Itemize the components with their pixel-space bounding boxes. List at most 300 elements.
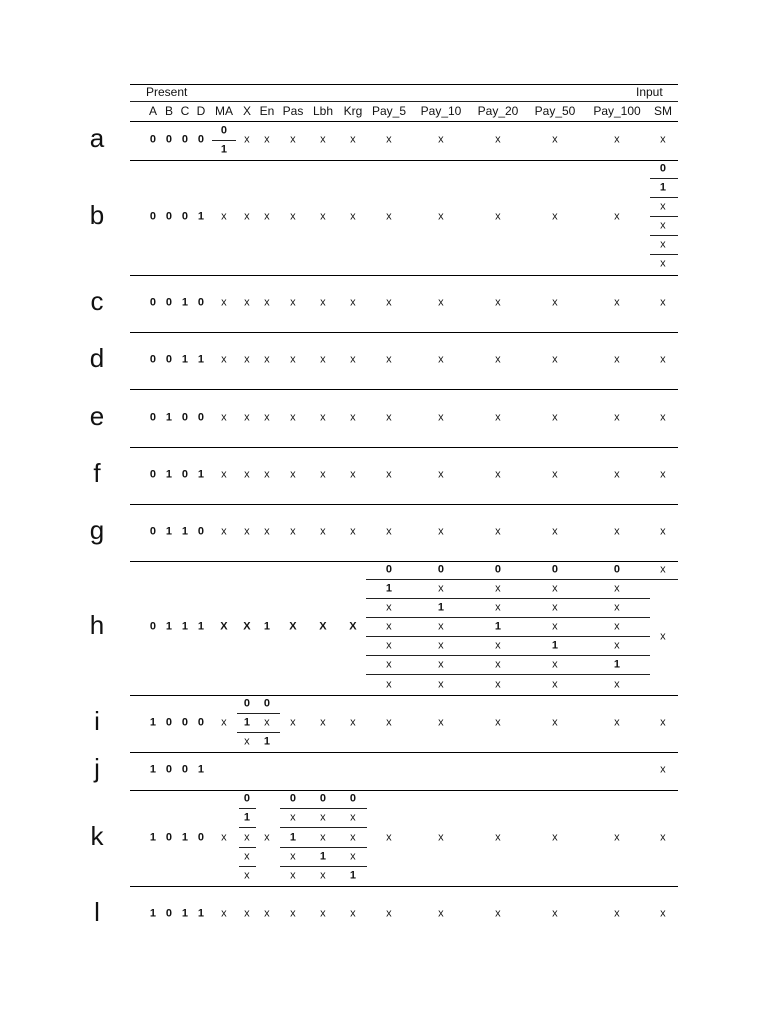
cell-en: x: [264, 468, 270, 481]
row-separator: [130, 886, 678, 887]
pay-split-rule: [366, 617, 650, 618]
pay-value: x: [552, 678, 558, 691]
cell-ma: x: [221, 468, 227, 481]
cell-krg: x: [350, 525, 356, 538]
bit-c: 0: [181, 468, 189, 481]
cell-lbh: x: [320, 296, 326, 309]
row-label-h: h: [89, 610, 105, 640]
pay-value: x: [386, 658, 392, 671]
row-separator: [130, 504, 678, 505]
pay-value: x: [495, 582, 501, 595]
cell-lbh: x: [320, 468, 326, 481]
plk-value: x: [320, 869, 326, 882]
bit-b: 0: [165, 210, 173, 223]
cell-pay_100: x: [614, 411, 620, 424]
row-label-i: i: [94, 706, 100, 736]
cell-pay_20: x: [495, 353, 501, 366]
row-label-l: l: [94, 897, 100, 927]
cell-pay_10: x: [438, 468, 444, 481]
plk-value: 0: [319, 792, 327, 805]
bit-c: 1: [181, 907, 189, 920]
sm-value: x: [660, 630, 666, 643]
plk-value: x: [290, 811, 296, 824]
plk-split-rule: [280, 847, 367, 848]
bit-a: 0: [149, 411, 157, 424]
cell-pay_5: x: [386, 468, 392, 481]
cell-x: x: [244, 133, 250, 146]
cell-en: x: [264, 831, 270, 844]
bit-a: 1: [149, 907, 157, 920]
ma-split-rule: [212, 140, 236, 141]
cell-pay_20: x: [495, 831, 501, 844]
column-header-d: D: [196, 104, 206, 118]
cell-ma: x: [221, 411, 227, 424]
cell-krg: x: [350, 210, 356, 223]
sm-value: x: [660, 238, 666, 251]
cell-en: x: [264, 210, 270, 223]
cell-pay_10: x: [438, 210, 444, 223]
bit-c: 1: [181, 353, 189, 366]
x-value: x: [244, 831, 250, 844]
pay-value: x: [552, 582, 558, 595]
column-header-b: B: [164, 104, 174, 118]
cell-pay_10: x: [438, 296, 444, 309]
bit-d: 1: [197, 620, 205, 633]
pay-split-rule: [366, 636, 650, 637]
x-split-rule: [239, 847, 256, 848]
cell-sm: x: [660, 525, 666, 538]
cell-pay_20: x: [495, 296, 501, 309]
en-value: x: [264, 716, 270, 729]
bit-d: 1: [197, 468, 205, 481]
pay-value: 0: [613, 563, 621, 576]
bit-b: 1: [165, 411, 173, 424]
pay-value: x: [438, 658, 444, 671]
bit-a: 0: [149, 210, 157, 223]
row-label-f: f: [93, 458, 101, 488]
row-label-b: b: [89, 200, 105, 230]
bit-b: 0: [165, 907, 173, 920]
cell-pas: x: [290, 133, 296, 146]
row-separator: [130, 447, 678, 448]
cell-pay_20: x: [495, 133, 501, 146]
plk-value: x: [290, 850, 296, 863]
cell-pay_10: x: [438, 716, 444, 729]
bit-d: 0: [197, 133, 205, 146]
cell-pay_100: x: [614, 831, 620, 844]
cell-pas: x: [290, 525, 296, 538]
column-header-krg: Krg: [343, 104, 363, 118]
bit-d: 0: [197, 831, 205, 844]
sm-value: x: [660, 563, 666, 576]
cell-pay_50: x: [552, 831, 558, 844]
header-input: Input: [636, 85, 663, 99]
sm-value: x: [660, 219, 666, 232]
cell-ma: X: [220, 620, 228, 633]
cell-pay_20: x: [495, 210, 501, 223]
pay-value: x: [495, 601, 501, 614]
plk-value: 0: [349, 792, 357, 805]
cell-pay_50: x: [552, 133, 558, 146]
cell-pay_50: x: [552, 907, 558, 920]
x-split-rule: [239, 827, 256, 828]
cell-pay_100: x: [614, 525, 620, 538]
cell-ma: x: [221, 716, 227, 729]
pay-value: x: [438, 620, 444, 633]
cell-pas: x: [290, 468, 296, 481]
cell-ma: x: [221, 210, 227, 223]
cell-en: x: [264, 411, 270, 424]
row-separator: [130, 561, 678, 562]
pay-value: x: [495, 678, 501, 691]
cell-pay_20: x: [495, 907, 501, 920]
pay-value: 0: [551, 563, 559, 576]
cell-sm: x: [660, 353, 666, 366]
cell-pas: x: [290, 411, 296, 424]
plk-value: x: [350, 811, 356, 824]
cell-pas: x: [290, 716, 296, 729]
cell-x: x: [244, 411, 250, 424]
bit-a: 1: [149, 716, 157, 729]
cell-sm: x: [660, 468, 666, 481]
cell-lbh: x: [320, 907, 326, 920]
cell-pas: x: [290, 210, 296, 223]
column-header-pay-20: Pay_20: [477, 104, 519, 118]
pay-value: x: [552, 620, 558, 633]
pay-value: x: [386, 620, 392, 633]
plk-value: 1: [289, 831, 297, 844]
cell-pay_100: x: [614, 296, 620, 309]
cell-pay_10: x: [438, 353, 444, 366]
row-label-j: j: [94, 753, 100, 783]
cell-pay_5: x: [386, 831, 392, 844]
cell-pay_5: x: [386, 525, 392, 538]
pay-value: 1: [385, 582, 393, 595]
pay-value: 1: [613, 658, 621, 671]
cell-krg: x: [350, 907, 356, 920]
pay-value: 0: [437, 563, 445, 576]
cell-lbh: x: [320, 133, 326, 146]
column-header-en: En: [259, 104, 275, 118]
bit-a: 0: [149, 133, 157, 146]
bit-a: 0: [149, 468, 157, 481]
plk-value: 1: [319, 850, 327, 863]
plk-split-rule: [280, 866, 367, 867]
pay-value: x: [438, 582, 444, 595]
bit-b: 0: [165, 133, 173, 146]
cell-sm: x: [660, 133, 666, 146]
pay-value: 0: [385, 563, 393, 576]
bit-b: 0: [165, 763, 173, 776]
cell-krg: x: [350, 716, 356, 729]
cell-sm: x: [660, 907, 666, 920]
cell-ma: x: [221, 831, 227, 844]
cell-krg: x: [350, 353, 356, 366]
header-bottom-rule: [130, 121, 678, 122]
bit-d: 0: [197, 411, 205, 424]
sm-value: 1: [659, 181, 667, 194]
pay-split-rule: [366, 655, 650, 656]
sm-split-rule: [650, 235, 678, 236]
plk-value: x: [290, 869, 296, 882]
cell-pay_5: x: [386, 133, 392, 146]
bit-c: 0: [181, 210, 189, 223]
x-value: 0: [243, 697, 251, 710]
cell-pay_20: x: [495, 468, 501, 481]
pay-value: x: [552, 601, 558, 614]
cell-pay_50: x: [552, 525, 558, 538]
x-value: 0: [243, 792, 251, 805]
plk-value: x: [320, 811, 326, 824]
plk-value: x: [350, 831, 356, 844]
bit-a: 0: [149, 525, 157, 538]
cell-lbh: x: [320, 210, 326, 223]
row-label-e: e: [89, 401, 105, 431]
cell-pay_50: x: [552, 411, 558, 424]
row-label-a: a: [89, 123, 105, 153]
x-split-rule: [239, 808, 256, 809]
bit-d: 0: [197, 525, 205, 538]
pay-split-rule: [366, 598, 650, 599]
bit-a: 1: [149, 763, 157, 776]
row-separator: [130, 389, 678, 390]
pay-value: x: [614, 601, 620, 614]
cell-krg: x: [350, 411, 356, 424]
bit-c: 1: [181, 620, 189, 633]
x-en-split-rule: [237, 732, 280, 733]
bit-b: 0: [165, 296, 173, 309]
plk-value: x: [350, 850, 356, 863]
cell-krg: x: [350, 296, 356, 309]
x-en-split-rule: [237, 713, 280, 714]
sm-split-rule: [650, 178, 678, 179]
pay-split-rule: [366, 579, 678, 580]
cell-x: x: [244, 353, 250, 366]
pay-value: x: [495, 658, 501, 671]
ma-value: 1: [220, 143, 228, 156]
cell-sm: x: [660, 716, 666, 729]
cell-en: x: [264, 296, 270, 309]
cell-ma: x: [221, 296, 227, 309]
cell-krg: x: [350, 133, 356, 146]
row-label-c: c: [90, 286, 104, 316]
pay-value: x: [614, 582, 620, 595]
cell-pay_10: x: [438, 525, 444, 538]
bit-c: 0: [181, 133, 189, 146]
header-present: Present: [146, 85, 188, 99]
cell-en: x: [264, 353, 270, 366]
cell-pay_50: x: [552, 716, 558, 729]
pay-value: x: [614, 620, 620, 633]
row-separator: [130, 275, 678, 276]
row-label-d: d: [89, 343, 105, 373]
bit-c: 1: [181, 525, 189, 538]
bit-c: 0: [181, 716, 189, 729]
pay-value: 1: [494, 620, 502, 633]
cell-pay_50: x: [552, 296, 558, 309]
column-header-ma: MA: [215, 104, 233, 118]
plk-split-rule: [280, 827, 367, 828]
plk-value: x: [320, 831, 326, 844]
column-header-pay-50: Pay_50: [534, 104, 576, 118]
cell-pas: x: [290, 296, 296, 309]
cell-x: X: [243, 620, 251, 633]
column-header-pay-10: Pay_10: [420, 104, 462, 118]
cell-pas: x: [290, 353, 296, 366]
ma-value: 0: [220, 124, 228, 137]
cell-en: x: [264, 133, 270, 146]
pay-value: x: [552, 658, 558, 671]
bit-c: 1: [181, 296, 189, 309]
header-top-rule: [130, 84, 678, 85]
column-header-lbh: Lbh: [312, 104, 334, 118]
pay-value: x: [386, 639, 392, 652]
bit-b: 0: [165, 716, 173, 729]
cell-pay_5: x: [386, 296, 392, 309]
row-separator: [130, 752, 678, 753]
cell-ma: x: [221, 907, 227, 920]
bit-d: 1: [197, 763, 205, 776]
bit-b: 1: [165, 620, 173, 633]
bit-b: 0: [165, 831, 173, 844]
cell-lbh: x: [320, 353, 326, 366]
column-header-pay-5: Pay_5: [371, 104, 407, 118]
cell-lbh: x: [320, 411, 326, 424]
bit-a: 0: [149, 353, 157, 366]
row-separator: [130, 790, 678, 791]
cell-pay_20: x: [495, 525, 501, 538]
cell-krg: x: [350, 468, 356, 481]
sm-split-rule: [650, 254, 678, 255]
header-mid-rule: [130, 101, 678, 102]
cell-pay_10: x: [438, 133, 444, 146]
x-split-rule: [239, 866, 256, 867]
cell-en: x: [264, 907, 270, 920]
bit-a: 0: [149, 620, 157, 633]
bit-d: 0: [197, 296, 205, 309]
row-label-k: k: [90, 821, 104, 851]
pay-value: 1: [437, 601, 445, 614]
pay-value: x: [386, 678, 392, 691]
pay-value: x: [438, 639, 444, 652]
pay-value: 0: [494, 563, 502, 576]
sm-value: x: [660, 200, 666, 213]
column-header-pay-100: Pay_100: [593, 104, 641, 118]
bit-c: 0: [181, 411, 189, 424]
column-header-c: C: [180, 104, 190, 118]
cell-x: x: [244, 210, 250, 223]
x-value: x: [244, 869, 250, 882]
column-header-sm: SM: [654, 104, 672, 118]
cell-ma: x: [221, 353, 227, 366]
row-separator: [130, 160, 678, 161]
cell-pay_10: x: [438, 831, 444, 844]
cell-pay_100: x: [614, 133, 620, 146]
bit-b: 1: [165, 468, 173, 481]
en-value: 1: [263, 735, 271, 748]
bit-d: 1: [197, 353, 205, 366]
cell-pay_100: x: [614, 907, 620, 920]
cell-pay_5: x: [386, 716, 392, 729]
en-value: 0: [263, 697, 271, 710]
x-value: x: [244, 735, 250, 748]
cell-pay_100: x: [614, 716, 620, 729]
cell-pay_10: x: [438, 907, 444, 920]
x-value: 1: [243, 811, 251, 824]
cell-pas: X: [289, 620, 297, 633]
cell-x: x: [244, 907, 250, 920]
pay-value: x: [495, 639, 501, 652]
pay-split-rule: [366, 674, 650, 675]
column-header-x: X: [242, 104, 252, 118]
x-value: 1: [243, 716, 251, 729]
cell-x: x: [244, 468, 250, 481]
cell-lbh: X: [319, 620, 327, 633]
bit-d: 1: [197, 210, 205, 223]
pay-value: x: [614, 678, 620, 691]
cell-pay_50: x: [552, 210, 558, 223]
bit-d: 1: [197, 907, 205, 920]
cell-pay_5: x: [386, 210, 392, 223]
cell-pay_100: x: [614, 468, 620, 481]
pay-value: x: [614, 639, 620, 652]
sm-value: 0: [659, 162, 667, 175]
x-value: x: [244, 850, 250, 863]
pay-value: x: [438, 678, 444, 691]
cell-x: x: [244, 525, 250, 538]
cell-krg: X: [349, 620, 357, 633]
sm-value: x: [660, 257, 666, 270]
cell-sm: x: [660, 411, 666, 424]
cell-ma: x: [221, 525, 227, 538]
cell-sm: x: [660, 296, 666, 309]
bit-b: 0: [165, 353, 173, 366]
column-header-pas: Pas: [282, 104, 304, 118]
pay-value: x: [386, 601, 392, 614]
bit-a: 0: [149, 296, 157, 309]
bit-c: 0: [181, 763, 189, 776]
bit-d: 0: [197, 716, 205, 729]
plk-value: 1: [349, 869, 357, 882]
cell-pay_20: x: [495, 716, 501, 729]
column-header-a: A: [148, 104, 158, 118]
cell-pay_100: x: [614, 353, 620, 366]
row-separator: [130, 332, 678, 333]
plk-split-rule: [280, 808, 367, 809]
cell-sm: x: [660, 763, 666, 776]
cell-x: x: [244, 296, 250, 309]
bit-a: 1: [149, 831, 157, 844]
cell-pay_50: x: [552, 468, 558, 481]
bit-c: 1: [181, 831, 189, 844]
cell-pay_10: x: [438, 411, 444, 424]
cell-pay_5: x: [386, 411, 392, 424]
cell-pay_5: x: [386, 907, 392, 920]
sm-split-rule: [650, 197, 678, 198]
plk-value: 0: [289, 792, 297, 805]
row-separator: [130, 695, 678, 696]
cell-pas: x: [290, 907, 296, 920]
cell-pay_5: x: [386, 353, 392, 366]
cell-pay_20: x: [495, 411, 501, 424]
cell-lbh: x: [320, 716, 326, 729]
cell-sm: x: [660, 831, 666, 844]
cell-en: x: [264, 525, 270, 538]
cell-pay_50: x: [552, 353, 558, 366]
cell-en: 1: [263, 620, 271, 633]
pay-value: 1: [551, 639, 559, 652]
row-label-g: g: [89, 515, 105, 545]
